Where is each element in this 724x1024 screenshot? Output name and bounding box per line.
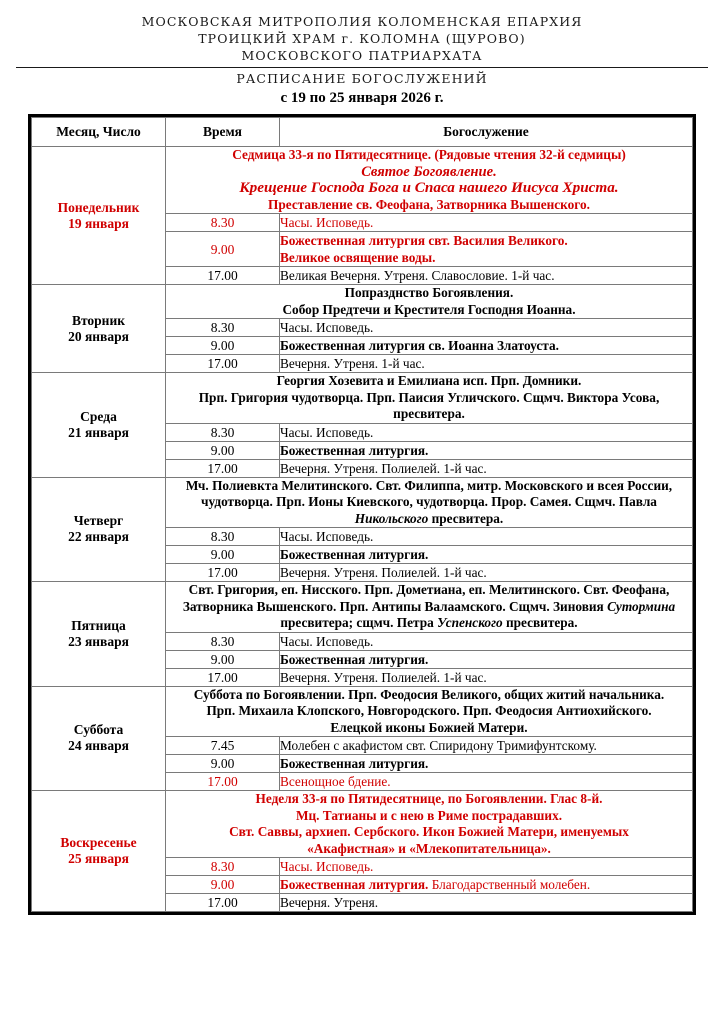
service-time: 8.30 [166,423,280,441]
feast-line: Мч. Полиевкта Мелитинского. Свт. Филиппа, митр. Московского и всея России, чудотворца. Прп. Ионы Киевского, чудотворца. Прор. Самея. Сщмч. Павла Никольского пресвитера. [185,477,673,526]
masthead-line-diocese: МОСКОВСКАЯ МИТРОПОЛИЯ КОЛОМЕНСКАЯ ЕПАРХИЯ [141,14,583,29]
service-time: 17.00 [166,564,280,582]
day-date: 20 января [68,328,129,344]
day-name: Воскресенье [60,835,137,850]
masthead-line-schedule: РАСПИСАНИЕ БОГОСЛУЖЕНИЙ [236,71,488,86]
column-header-date: Месяц, Число [32,118,166,147]
day-cell [32,686,166,791]
feast-line: Свт. Григория, еп. Нисского. Прп. Дометиана, еп. Мелитинского. Свт. Феофана, Затворника Вышенского. Прп. Антипы Валаамского. Сщмч. Зиновия Сутормина пресвитера; сщмч. Петра Успенского пресвитера. [182,582,676,630]
service-time: 8.30 [166,319,280,337]
service-time: 8.30 [166,214,280,232]
day-feast-title [166,285,693,319]
service-description: Божественная литургия св. Иоанна Златоуста. [280,337,693,355]
service-time: 9.00 [166,755,280,773]
feast-line: Елецкой иконы Божией Матери. [330,719,528,735]
day-date: 24 января [68,738,129,754]
day-title-row [32,477,693,528]
feast-line: Мц. Татианы и с нею в Риме пострадавших. [295,807,563,823]
service-description: Вечерня. Утреня. [280,894,693,912]
service-time: 9.00 [166,876,280,894]
day-date: 19 января [68,215,129,231]
day-cell [32,147,166,285]
day-title-row [32,686,693,737]
service-time: 9.00 [166,232,280,267]
day-feast-title [166,147,693,214]
day-name: Четверг [73,513,124,529]
service-time: 7.45 [166,737,280,755]
service-description: Божественная литургия. [280,650,693,668]
schedule-table-head [32,118,693,147]
table-header-row [32,118,693,147]
day-feast-title [166,686,693,737]
service-description: Вечерня. Утреня. 1-й час. [280,355,693,373]
service-description: Божественная литургия. [280,441,693,459]
service-time: 9.00 [166,337,280,355]
day-cell [32,791,166,912]
service-time: 17.00 [166,267,280,285]
service-time: 17.00 [166,459,280,477]
feast-line: Крещение Господа Бога и Спаса нашего Иисуса Христа. [239,179,619,196]
day-date: 22 января [68,529,129,545]
service-description: Божественная литургия свт. Василия Великого. Великое освящение воды. [280,232,693,267]
day-title-row [32,285,693,319]
service-description: Часы. Исповедь. [280,214,693,232]
day-feast-title [166,582,693,633]
service-time: 17.00 [166,355,280,373]
day-title-row [32,147,693,214]
day-title-row [32,373,693,424]
feast-line: Суббота по Богоявлении. Прп. Феодосия Великого, общих житий начальника. [193,686,665,702]
day-name: Понедельник [57,199,140,215]
column-header-service: Богослужение [280,118,693,147]
day-name: Суббота [73,722,124,738]
masthead-line-church: ТРОИЦКИЙ ХРАМ г. КОЛОМНА (ЩУРОВО) [198,31,526,46]
day-name: Среда [80,408,117,424]
service-time: 17.00 [166,773,280,791]
service-description: Часы. Исповедь. [280,528,693,546]
day-name: Пятница [71,617,126,633]
service-time: 17.00 [166,668,280,686]
schedule-table-body [32,147,693,912]
service-description: Вечерня. Утреня. Полиелей. 1-й час. [280,668,693,686]
service-description: Часы. Исповедь. [280,423,693,441]
service-description: Вечерня. Утреня. Полиелей. 1-й час. [280,459,693,477]
feast-line: Седмица 33-я по Пятидесятнице. (Рядовые чтения 32-й седмицы) [232,147,626,162]
feast-line: Преставление св. Феофана, Затворника Вышенского. [268,196,590,212]
service-description: Часы. Исповедь. [280,632,693,650]
day-cell [32,582,166,687]
feast-line: Неделя 33-я по Пятидесятнице, по Богоявлении. Глас 8-й. [255,791,603,806]
masthead-line-patriarchate: МОСКОВСКОГО ПАТРИАРХАТА [241,48,483,63]
day-title-row [32,582,693,633]
service-description: Божественная литургия. [280,755,693,773]
day-date: 23 января [68,633,129,649]
service-time: 8.30 [166,858,280,876]
service-time: 9.00 [166,546,280,564]
service-description: Божественная литургия. Благодарственный молебен. [280,876,693,894]
service-description: Молебен с акафистом свт. Спиридону Тримифунтскому. [280,737,693,755]
service-time: 17.00 [166,894,280,912]
feast-line: Георгия Хозевита и Емилиана исп. Прп. Домники. [276,373,582,388]
service-time: 8.30 [166,528,280,546]
day-title-row [32,791,693,858]
column-header-time: Время [166,118,280,147]
day-date: 21 января [68,424,129,440]
feast-line: «Акафистная» и «Млекопитательница». [307,840,551,856]
day-feast-title [166,477,693,528]
service-description: Божественная литургия. [280,546,693,564]
feast-line: Попразднство Богоявления. [344,285,514,300]
service-time: 9.00 [166,441,280,459]
service-time: 9.00 [166,650,280,668]
service-description: Вечерня. Утреня. Полиелей. 1-й час. [280,564,693,582]
day-cell [32,285,166,373]
day-cell [32,477,166,582]
masthead [0,0,724,108]
feast-line: Свт. Саввы, архиеп. Сербского. Икон Божией Матери, именуемых [229,824,629,839]
service-description: Великая Вечерня. Утреня. Славословие. 1-й час. [280,267,693,285]
service-time: 8.30 [166,632,280,650]
day-feast-title [166,373,693,424]
feast-line: Прп. Григория чудотворца. Прп. Паисия Угличского. Сщмч. Виктора Усова, пресвитера. [198,389,660,421]
service-description: Всенощное бдение. [280,773,693,791]
feast-line: Святое Богоявление. [361,163,497,180]
schedule-table-wrapper [28,114,696,915]
masthead-date-range: с 19 по 25 января 2026 г. [280,90,444,106]
day-feast-title [166,791,693,858]
feast-line: Прп. Михаила Клопского, Новгородского. Прп. Феодосия Антиохийского. [206,703,652,718]
service-description: Часы. Исповедь. [280,858,693,876]
schedule-table [31,117,693,912]
feast-line: Собор Предтечи и Крестителя Господня Иоанна. [282,301,576,317]
service-description: Часы. Исповедь. [280,319,693,337]
day-date: 25 января [68,851,129,866]
day-name: Вторник [71,312,126,328]
day-cell [32,373,166,478]
